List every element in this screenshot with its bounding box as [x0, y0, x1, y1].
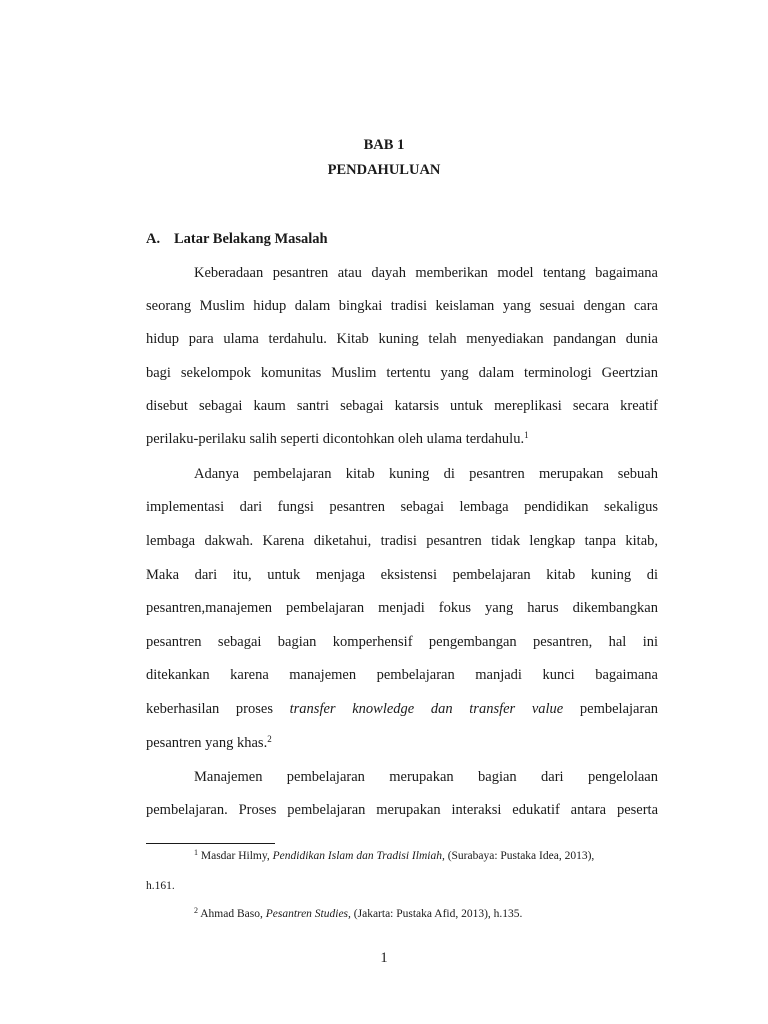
- footnote-2: $^2$ Ahmad Baso, Pesantren Studies, (Jakarta: Pustaka Afid, 2013), h.135.: [194, 906, 523, 920]
- paragraph-line: pesantren,manajemen pembelajaran menjadi fokus yang harus dikembangkan: [146, 600, 658, 616]
- footnote-1: $^1$ Masdar Hilmy, Pendidikan Islam dan Tradisi Ilmiah, (Surabaya: Pustaka Idea, 2013),: [194, 848, 595, 862]
- paragraph-line: implementasi dari fungsi pesantren sebagai lembaga pendidikan sekaligus: [146, 499, 658, 515]
- paragraph-line: Maka dari itu, untuk menjaga eksistensi pembelajaran kitab kuning di: [146, 567, 658, 583]
- paragraph-line: Manajemen pembelajaran merupakan bagian dari pengelolaan: [194, 769, 658, 785]
- paragraph-line: pesantren yang khas.$^2$: [146, 734, 272, 751]
- section-number: A.: [146, 231, 161, 247]
- paragraph-line: lembaga dakwah. Karena diketahui, tradisi pesantren tidak lengkap tanpa kitab,: [146, 533, 658, 549]
- page-number: 1: [380, 950, 388, 966]
- paragraph-line: keberhasilan proses transfer knowledge dan transfer value pembelajaran: [146, 701, 658, 717]
- chapter-title: PENDAHULUAN: [327, 162, 441, 178]
- footnote-separator: [146, 843, 275, 844]
- paragraph-line: bagi sekelompok komunitas Muslim tertentu yang dalam terminologi Geertzian: [146, 365, 658, 381]
- footnote-1-continuation: h.161.: [146, 880, 175, 892]
- paragraph-line: pesantren sebagai bagian komperhensif pengembangan pesantren, hal ini: [146, 634, 658, 650]
- paragraph-line: perilaku-perilaku salih seperti dicontohkan oleh ulama terdahulu.$^1$: [146, 430, 529, 447]
- chapter-label: BAB 1: [363, 137, 405, 153]
- paragraph-line: Adanya pembelajaran kitab kuning di pesantren merupakan sebuah: [194, 466, 658, 482]
- paragraph-line: pembelajaran. Proses pembelajaran merupakan interaksi edukatif antara peserta: [146, 802, 658, 818]
- paragraph-line: seorang Muslim hidup dalam bingkai tradisi keislaman yang sesuai dengan cara: [146, 298, 658, 314]
- paragraph-line: disebut sebagai kaum santri sebagai katarsis untuk mereplikasi secara kreatif: [146, 398, 658, 414]
- section-heading: [146, 231, 328, 248]
- footnote-ref: 1: [524, 430, 529, 440]
- paragraph-line: hidup para ulama terdahulu. Kitab kuning telah menyediakan pandangan dunia: [146, 331, 658, 347]
- paragraph-line: Keberadaan pesantren atau dayah memberikan model tentang bagaimana: [194, 265, 658, 281]
- italic-phrase: transfer knowledge dan transfer value: [289, 701, 564, 717]
- footnote-ref: 2: [267, 734, 272, 744]
- section-title: Latar Belakang Masalah: [174, 231, 328, 247]
- paragraph-line: ditekankan karena manajemen pembelajaran manjadi kunci bagaimana: [146, 667, 658, 683]
